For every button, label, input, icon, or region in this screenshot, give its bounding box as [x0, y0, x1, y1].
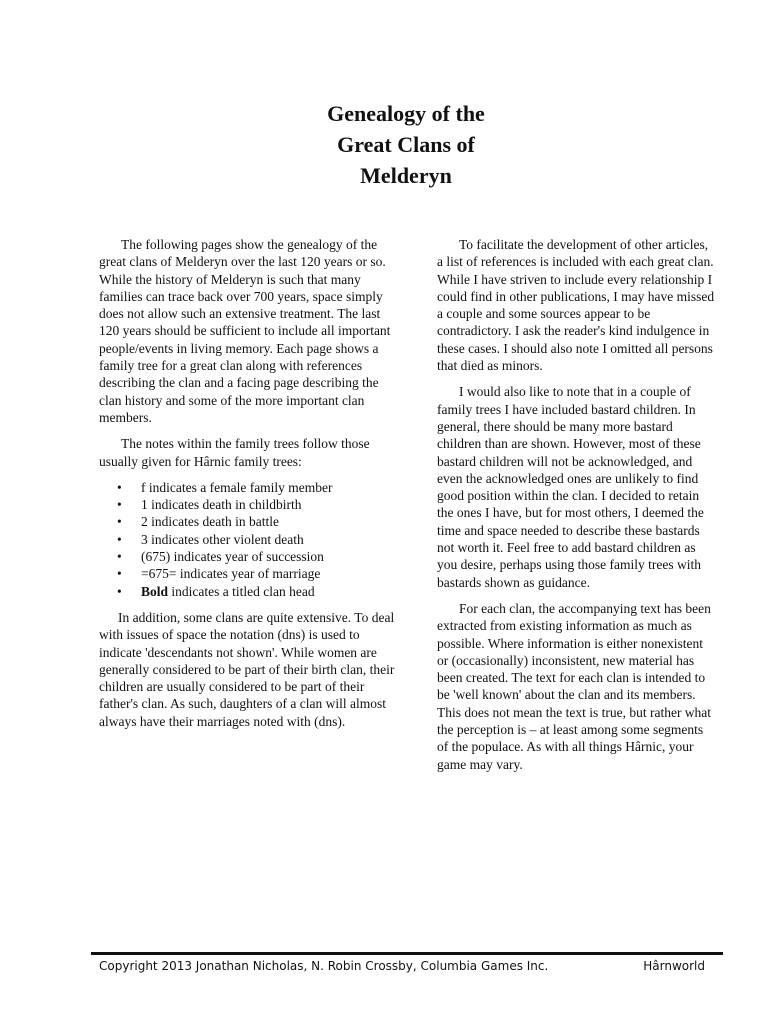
bullet-icon: •: [117, 479, 122, 495]
list-item: • Bold indicates a titled clan head: [117, 583, 315, 599]
right-column: [437, 236, 717, 782]
bullet-icon: •: [117, 566, 122, 582]
bullet-icon: •: [117, 549, 122, 565]
list-item: • 3 indicates other violent death: [117, 531, 304, 547]
references-paragraph: To facilitate the development of other articles, a list of references is included with each great clan. While I have striven to include every relationship I could find in other publications, I may have missed a couple and some sources appear to be contradictory. I ask the reader's kind indulgence in these cases. I should also note I omitted all persons that died as minors.: [437, 237, 715, 374]
notes-intro-paragraph: The notes within the family trees follow those usually given for Hârnic family trees:: [99, 436, 370, 469]
list-item: • 2 indicates death in battle: [117, 514, 279, 530]
list-item: • (675) indicates year of succession: [117, 549, 324, 565]
bold-keyword: Bold: [141, 583, 169, 599]
bullet-icon: •: [117, 531, 122, 547]
intro-paragraph: The following pages show the genealogy of the great clans of Melderyn over the last 120 years or so. While the history of Melderyn is such that many families can trace back over 700 years, space simply does not allow such an extensive treatment. The last 120 years should be sufficient to include all important people/events in living memory. Each page shows a family tree for a great clan along with references describing the clan and a facing page describing the clan history and some of the more important clan members.: [99, 237, 391, 425]
list-item: • 1 indicates death in childbirth: [117, 497, 302, 513]
footer-divider: [91, 952, 723, 955]
title-line-1: Genealogy of the: [327, 101, 485, 126]
copyright-text: Copyright 2013 Jonathan Nicholas, N. Robin Crossby, Columbia Games Inc.: [99, 959, 549, 973]
list-item: • =675= indicates year of marriage: [117, 566, 321, 582]
list-item: • f indicates a female family member: [117, 479, 333, 495]
bullet-icon: •: [117, 497, 122, 513]
brand-text: Hârnworld: [643, 959, 705, 973]
notation-list: [99, 479, 399, 600]
bullet-icon: •: [117, 583, 122, 599]
title-line-2: Great Clans of: [337, 132, 475, 157]
bastards-paragraph: I would also like to note that in a couple of family trees I have included bastard children. In general, there should be many more bastard children than are shown. However, most of these bastard children will not be acknowledged, and even the acknowledged ones are unlikely to find good position within the clan. I decided to retain the ones I have, but for most others, I deemed the time and space needed to describe these bastards not worth it. Feel free to add bastard children as you desire, perhaps using those family trees with bastards shown as guidance.: [437, 384, 704, 590]
dns-paragraph: In addition, some clans are quite extensive. To deal with issues of space the notation (dns) is used to indicate 'descendants not shown'. While women are generally considered to be part of their birth clan, their children are usually considered to be part of their father's clan. As such, daughters of a clan will almost always have their marriages noted with (dns).: [99, 609, 395, 729]
page-title: [0, 98, 768, 191]
title-line-3: Melderyn: [360, 163, 452, 188]
left-column: [99, 236, 399, 739]
bullet-icon: •: [117, 514, 122, 530]
clan-text-paragraph: For each clan, the accompanying text has been extracted from existing information as much as possible. Where information is either nonexistent or (occasionally) inconsistent, new material has been created. The text for each clan is intended to be 'well known' about the clan and its members. This does not mean the text is true, but rather what the perception is – at least among some segments of the populace. As with all things Hârnic, your game may vary.: [437, 600, 712, 772]
